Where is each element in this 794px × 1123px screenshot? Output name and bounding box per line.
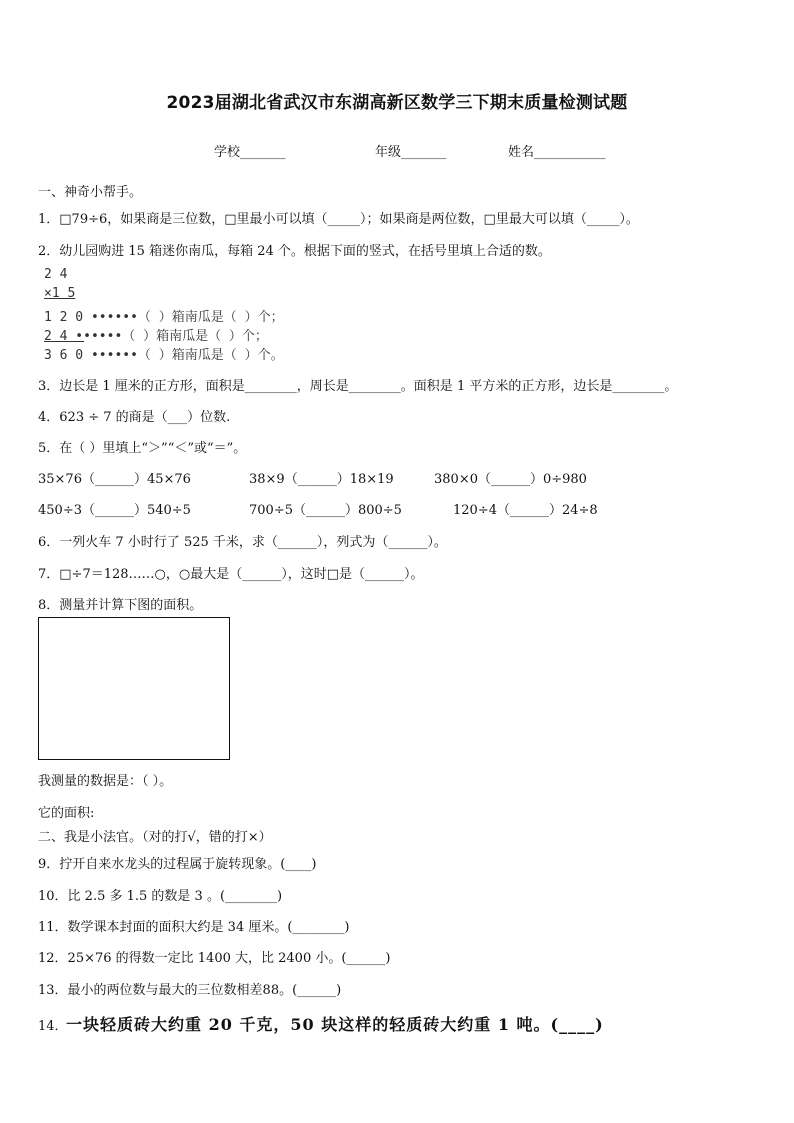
compare-item: 380×0（______）0÷980 [434,472,587,487]
question-5: 5．在（ ）里填上“＞”“＜”或“＝”。 [38,441,247,456]
question-11: 11．数学课本封面的面积大约是 34 厘米。(________) [38,920,350,935]
question-7: 7．□÷7＝128……○，○最大是（______），这时□是（______）。 [38,567,424,582]
grade-field: 年级_______ [375,145,447,160]
calc-line-3: 1 2 0 ••••••（ ）箱南瓜是（ ）个； [44,310,284,325]
question-13: 13．最小的两位数与最大的三位数相差88。(______) [38,983,342,998]
question-12: 12．25×76 的得数一定比 1400 大，比 2400 小。(______) [38,951,391,966]
question-10: 10．比 2.5 多 1.5 的数是 3 。(________) [38,889,283,904]
question-14-number: 14． [38,1019,68,1034]
question-4: 4．623 ÷ 7 的商是（___）位数. [38,410,231,425]
compare-item: 700÷5（______）800÷5 [249,503,402,518]
question-3: 3．边长是 1 厘米的正方形，面积是________，周长是________。面积是 1 平方米的正方形，边长是________。 [38,379,678,394]
name-field: 姓名___________ [508,145,606,160]
measure-data-line: 我测量的数据是：（ ）。 [38,774,173,789]
school-field: 学校_______ [214,145,286,160]
calc-line-5: 3 6 0 ••••••（ ）箱南瓜是（ ）个。 [44,348,284,363]
page-title: 2023届湖北省武汉市东湖高新区数学三下期末质量检测试题 [166,93,628,113]
question-1: 1．□79÷6，如果商是三位数，□里最小可以填（_____）；如果商是两位数，□里最大可以填（_____）。 [38,212,639,227]
question-2: 2．幼儿园购进 15 箱迷你南瓜，每箱 24 个。根据下面的竖式，在括号里填上合适的数。 [38,244,551,259]
question-9: 9．拧开自来水龙头的过程属于旋转现象。(____) [38,857,317,872]
compare-item: 450÷3（______）540÷5 [38,503,191,518]
section1-heading: 一、神奇小帮手。 [38,185,143,200]
question-6: 6．一列火车 7 小时行了 525 千米，求（______），列式为（______）。 [38,535,447,550]
question-8: 8．测量并计算下图的面积。 [38,598,203,613]
calc-line-2: ×1 5 [44,286,76,301]
measure-rectangle [38,617,230,760]
question-14: 一块轻质砖大约重 20 千克，50 块这样的轻质砖大约重 1 吨。(____) [66,1015,604,1034]
compare-item: 38×9（______）18×19 [249,472,394,487]
section2-heading: 二、我是小法官。（对的打√，错的打×） [38,830,272,845]
area-line: 它的面积: [38,806,95,821]
calc-divider [44,341,84,342]
calc-line-4: 2 4 ••••••（ ）箱南瓜是（ ）个； [44,329,268,344]
compare-item: 120÷4（______）24÷8 [453,503,598,518]
calc-line-1: 2 4 [44,267,68,282]
compare-item: 35×76（______）45×76 [38,472,191,487]
